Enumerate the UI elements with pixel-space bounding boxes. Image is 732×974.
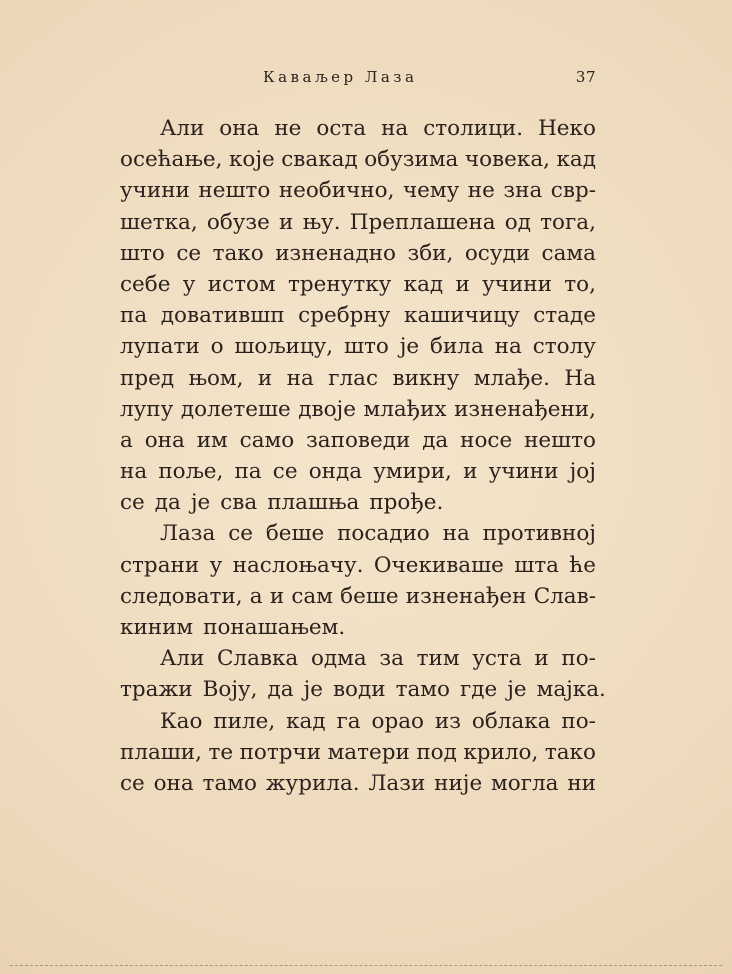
word: Воју, [202, 677, 258, 703]
word: учини [120, 178, 190, 204]
page-header [120, 68, 596, 92]
word: лупати [120, 334, 200, 360]
word: не [467, 178, 495, 204]
text-line [120, 487, 596, 518]
word: не [274, 116, 302, 141]
word: осећање, [120, 147, 223, 173]
text-line [120, 456, 596, 487]
word: тамо [395, 677, 450, 703]
word: следовати, [120, 583, 243, 609]
word: Лаза [160, 521, 216, 547]
word: чему [402, 178, 460, 204]
word: те [208, 739, 234, 765]
word: свакад [281, 147, 358, 173]
word: се [176, 240, 202, 266]
word: На [564, 365, 596, 391]
word: умири, [373, 459, 452, 485]
word: обузима [364, 147, 459, 173]
word: необично, [278, 178, 395, 204]
word: она [153, 770, 194, 796]
word: а [249, 583, 263, 609]
word: човека, [464, 147, 550, 173]
word: се [228, 521, 253, 547]
text-line [120, 737, 596, 768]
word: себе [120, 271, 171, 297]
word: изненађени, [454, 396, 596, 422]
running-title: Каваљер Лаза [263, 68, 418, 86]
text-line [120, 363, 596, 394]
word: шта [514, 552, 559, 578]
word: кашичицу [404, 303, 520, 329]
word: пиле, [213, 708, 276, 734]
word: онда [308, 459, 363, 485]
word: Слав- [533, 583, 596, 609]
page-edge-rule [10, 965, 722, 966]
word: наслоњачу. [232, 552, 364, 578]
word: Лази [368, 770, 426, 796]
word: им [196, 427, 228, 453]
text-line [120, 331, 596, 362]
word: понашањем. [203, 615, 346, 640]
word: сва [220, 490, 258, 516]
word: по- [561, 708, 596, 734]
word: обузе [206, 209, 270, 235]
text-line [120, 300, 596, 331]
word: истом [207, 271, 276, 297]
word: учини [482, 271, 552, 297]
word: потрчи [239, 739, 322, 765]
word: и [279, 209, 294, 235]
word: беше [265, 521, 325, 547]
word: на [494, 334, 522, 360]
word: посадио [337, 521, 430, 547]
word: под [416, 739, 457, 765]
word: стаде [533, 303, 596, 329]
text-line [120, 706, 596, 737]
word: тако [212, 240, 264, 266]
word: столици. [423, 116, 524, 141]
word: пред [120, 365, 175, 391]
word: па [120, 303, 148, 329]
word: на [381, 116, 409, 141]
word: па [234, 459, 262, 485]
word: из [434, 708, 461, 734]
word: што [120, 240, 165, 266]
word: тога, [540, 209, 596, 235]
word: сам [291, 583, 333, 609]
word: оста [316, 116, 367, 141]
word: противној [482, 521, 596, 547]
word: долетеше [180, 396, 291, 422]
word: да [267, 677, 294, 703]
word: се [120, 490, 145, 516]
text-line [120, 425, 596, 456]
word: крило, [463, 739, 539, 765]
word: изненађен [405, 583, 527, 609]
text-line [120, 768, 596, 799]
word: могла [491, 770, 559, 796]
word: да [422, 427, 449, 453]
text-line [120, 518, 596, 549]
word: на [120, 459, 148, 485]
word: и [269, 583, 285, 609]
word: нешто [198, 178, 271, 204]
word: ни [567, 770, 596, 796]
word: у [182, 271, 196, 297]
word: за [379, 646, 404, 672]
text-line [120, 113, 596, 144]
word: а [120, 427, 133, 453]
word: лупу [120, 396, 174, 422]
word: зби, [407, 240, 454, 266]
text-line [120, 175, 596, 206]
word: јој [569, 459, 596, 485]
text-line [120, 207, 596, 238]
word: и [463, 459, 478, 485]
word: беше [340, 583, 399, 609]
word: на [286, 365, 314, 391]
text-line [120, 612, 596, 643]
text-line [120, 674, 606, 705]
word: била [430, 334, 484, 360]
word: тражи [120, 677, 193, 703]
word: нешто [524, 427, 596, 453]
word: млађих [363, 396, 447, 422]
word: од [504, 209, 531, 235]
word: Али [160, 646, 205, 672]
word: Неко [538, 116, 596, 141]
word: Очекиваше [373, 552, 504, 578]
word: се [120, 770, 145, 796]
word: Славка [216, 646, 299, 672]
text-line [120, 550, 596, 581]
word: њу. [302, 209, 341, 235]
word: ће [569, 552, 596, 578]
word: носе [460, 427, 513, 453]
text-line [120, 643, 596, 674]
word: тамо [202, 770, 257, 796]
word: она [144, 427, 185, 453]
word: да [154, 490, 181, 516]
text-line [120, 238, 596, 269]
word: није [434, 770, 483, 796]
word: које [228, 147, 275, 173]
text-line [120, 269, 596, 300]
word: тако [544, 739, 596, 765]
word: кад [403, 271, 444, 297]
word: киним [120, 615, 194, 640]
word: прође. [369, 490, 444, 516]
word: води [332, 677, 386, 703]
word: је [303, 677, 323, 703]
word: тим [416, 646, 460, 672]
text-line [120, 581, 596, 612]
word: кад [286, 708, 326, 734]
word: одма [310, 646, 367, 672]
word: поље, [158, 459, 224, 485]
word: доватившп [160, 303, 285, 329]
word: млађе. [473, 365, 550, 391]
word: и [534, 646, 549, 672]
word: облака [471, 708, 551, 734]
word: глас [328, 365, 379, 391]
word: осуди [464, 240, 531, 266]
word: орао [371, 708, 424, 734]
word: и [455, 271, 470, 297]
word: учини [488, 459, 559, 485]
word: изненадно [275, 240, 396, 266]
word: по- [561, 646, 596, 672]
word: на [442, 521, 470, 547]
word: Преплашена [349, 209, 496, 235]
word: Али [160, 116, 205, 141]
word: страни [120, 552, 200, 578]
word: двоје [298, 396, 356, 422]
word: сама [541, 240, 596, 266]
word: што [344, 334, 389, 360]
word: матери [327, 739, 410, 765]
word: га [336, 708, 361, 734]
text-line [120, 394, 596, 425]
word: Као [160, 708, 203, 734]
word: о [210, 334, 224, 360]
word: кад [556, 147, 596, 173]
word: шетка, [120, 209, 198, 235]
word: се [272, 459, 298, 485]
text-line [120, 144, 596, 175]
word: сребрну [298, 303, 391, 329]
word: њом, [188, 365, 244, 391]
body-text [120, 113, 606, 799]
word: викну [392, 365, 460, 391]
word: свр- [550, 178, 596, 204]
word: журила. [265, 770, 360, 796]
page-number: 37 [575, 68, 596, 86]
word: она [219, 116, 260, 141]
word: и [257, 365, 273, 391]
word: шољицу, [234, 334, 334, 360]
word: то, [564, 271, 596, 297]
word: плашња [267, 490, 360, 516]
word: зна [503, 178, 543, 204]
word: заповеди [306, 427, 411, 453]
word: тренутку [287, 271, 392, 297]
word: је [190, 490, 211, 516]
word: уста [472, 646, 522, 672]
word: је [507, 677, 527, 703]
word: мајка. [536, 677, 606, 703]
word: у [209, 552, 223, 578]
word: где [459, 677, 498, 703]
word: само [239, 427, 295, 453]
word: је [399, 334, 420, 360]
word: плаши, [120, 739, 202, 765]
word: столу [532, 334, 596, 360]
